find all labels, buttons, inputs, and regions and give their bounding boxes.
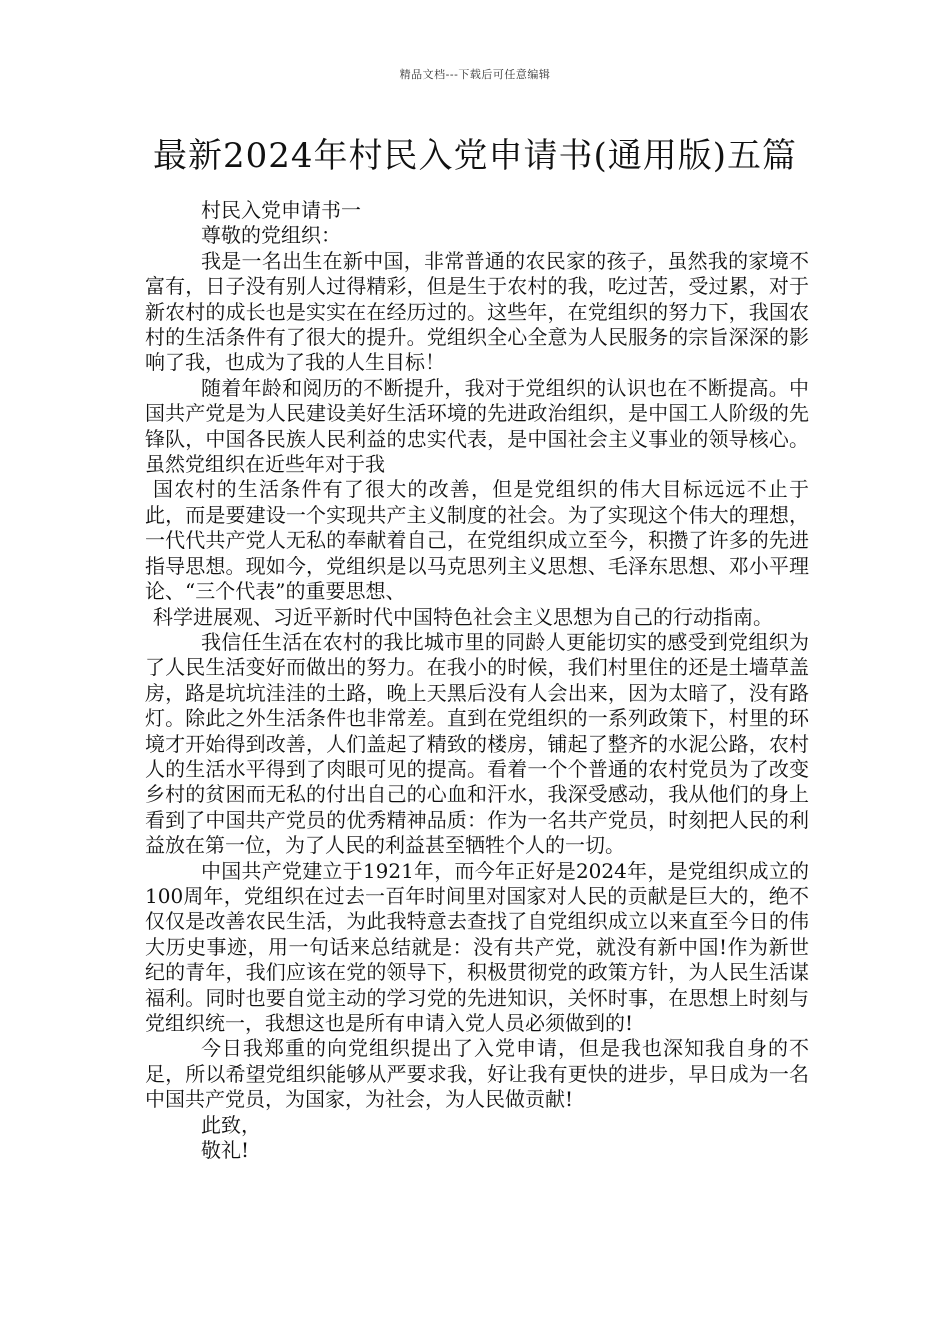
header-note: 精品文档---下载后可任意编辑 xyxy=(399,68,551,81)
paragraph-3: 我信任生活在农村的我比城市里的同龄人更能切实的感受到党组织为了人民生活变好而做出的努力。在我小的时候，我们村里住的还是土墙草盖房，路是坑坑洼洼的土路，晚上天黑后没有人会出来，因为太暗了，没有路灯。除此之外生活条件也非常差。直到在党组织的一系列政策下，村里的环境才开始得到改善，人们盖起了精致的楼房，铺起了整齐的水泥公路，农村人的生活水平得到了肉眼可见的提高。看着一个个普通的农村党员为了改变乡村的贫困而无私的付出自己的心血和汗水，我深受感动，我从他们的身上看到了中国共产党员的优秀精神品质：作为一名共产党员，时刻把人民的利益放在第一位，为了人民的利益甚至牺牲个人的一切。 xyxy=(145,629,809,858)
document-body xyxy=(145,198,809,1163)
paragraph-4: 中国共产党建立于1921年，而今年正好是2024年，是党组织成立的100周年，党组织在过去一百年时间里对国家对人民的贡献是巨大的，绝不仅仅是改善农民生活，为此我特意去查找了自党组织成立以来直至今日的伟大历史事迹，用一句话来总结就是：没有共产党，就没有新中国!作为新世纪的青年，我们应该在党的领导下，积极贯彻党的政策方针，为人民生活谋福利。同时也要自觉主动的学习党的先进知识，关怀时事，在思想上时刻与党组织统一，我想这也是所有申请入党人员必须做到的! xyxy=(145,858,809,1035)
section-heading: 村民入党申请书一 xyxy=(201,198,361,222)
paragraph-2: 随着年龄和阅历的不断提升，我对于党组织的认识也在不断提高。中国共产党是为人民建设美好生活环境的先进政治组织，是中国工人阶级的先锋队，中国各民族人民利益的忠实代表，是中国社会主义事业的领导核心。虽然党组织在近些年对于我 xyxy=(145,375,809,477)
paragraph-2-continued-end: 科学进展观、习近平新时代中国特色社会主义思想为自己的行动指南。 xyxy=(153,604,773,629)
document-title: 最新2024年村民入党申请书(通用版)五篇 xyxy=(152,136,798,176)
paragraph-1: 我是一名出生在新中国，非常普通的农民家的孩子，虽然我的家境不富有，日子没有别人过得精彩，但是生于农村的我，吃过苦，受过累，对于新农村的成长也是实实在在经历过的。这些年，在党组织的努力下，我国农村的生活条件有了很大的提升。党组织全心全意为人民服务的宗旨深深的影响了我，也成为了我的人生目标！ xyxy=(145,248,809,375)
salutation: 尊敬的党组织： xyxy=(201,223,341,248)
paragraph-5: 今日我郑重的向党组织提出了入党申请，但是我也深知我自身的不足，所以希望党组织能够从严要求我，好让我有更快的进步，早日成为一名中国共产党员，为国家，为社会，为人民做贡献! xyxy=(145,1036,809,1112)
paragraph-2-continued: 国农村的生活条件有了很大的改善，但是党组织的伟大目标远远不止于此，而是要建设一个实现共产主义制度的社会。为了实现这个伟大的理想，一代代共产党人无私的奉献着自己，在党组织成立至今，积攒了许多的先进指导思想。现如今，党组织是以马克思列主义思想、毛泽东思想、邓小平理论、“三个代表”的重要思想、 xyxy=(145,477,809,604)
closing-line-1: 此致， xyxy=(201,1112,261,1137)
closing-line-2: 敬礼! xyxy=(201,1138,250,1163)
